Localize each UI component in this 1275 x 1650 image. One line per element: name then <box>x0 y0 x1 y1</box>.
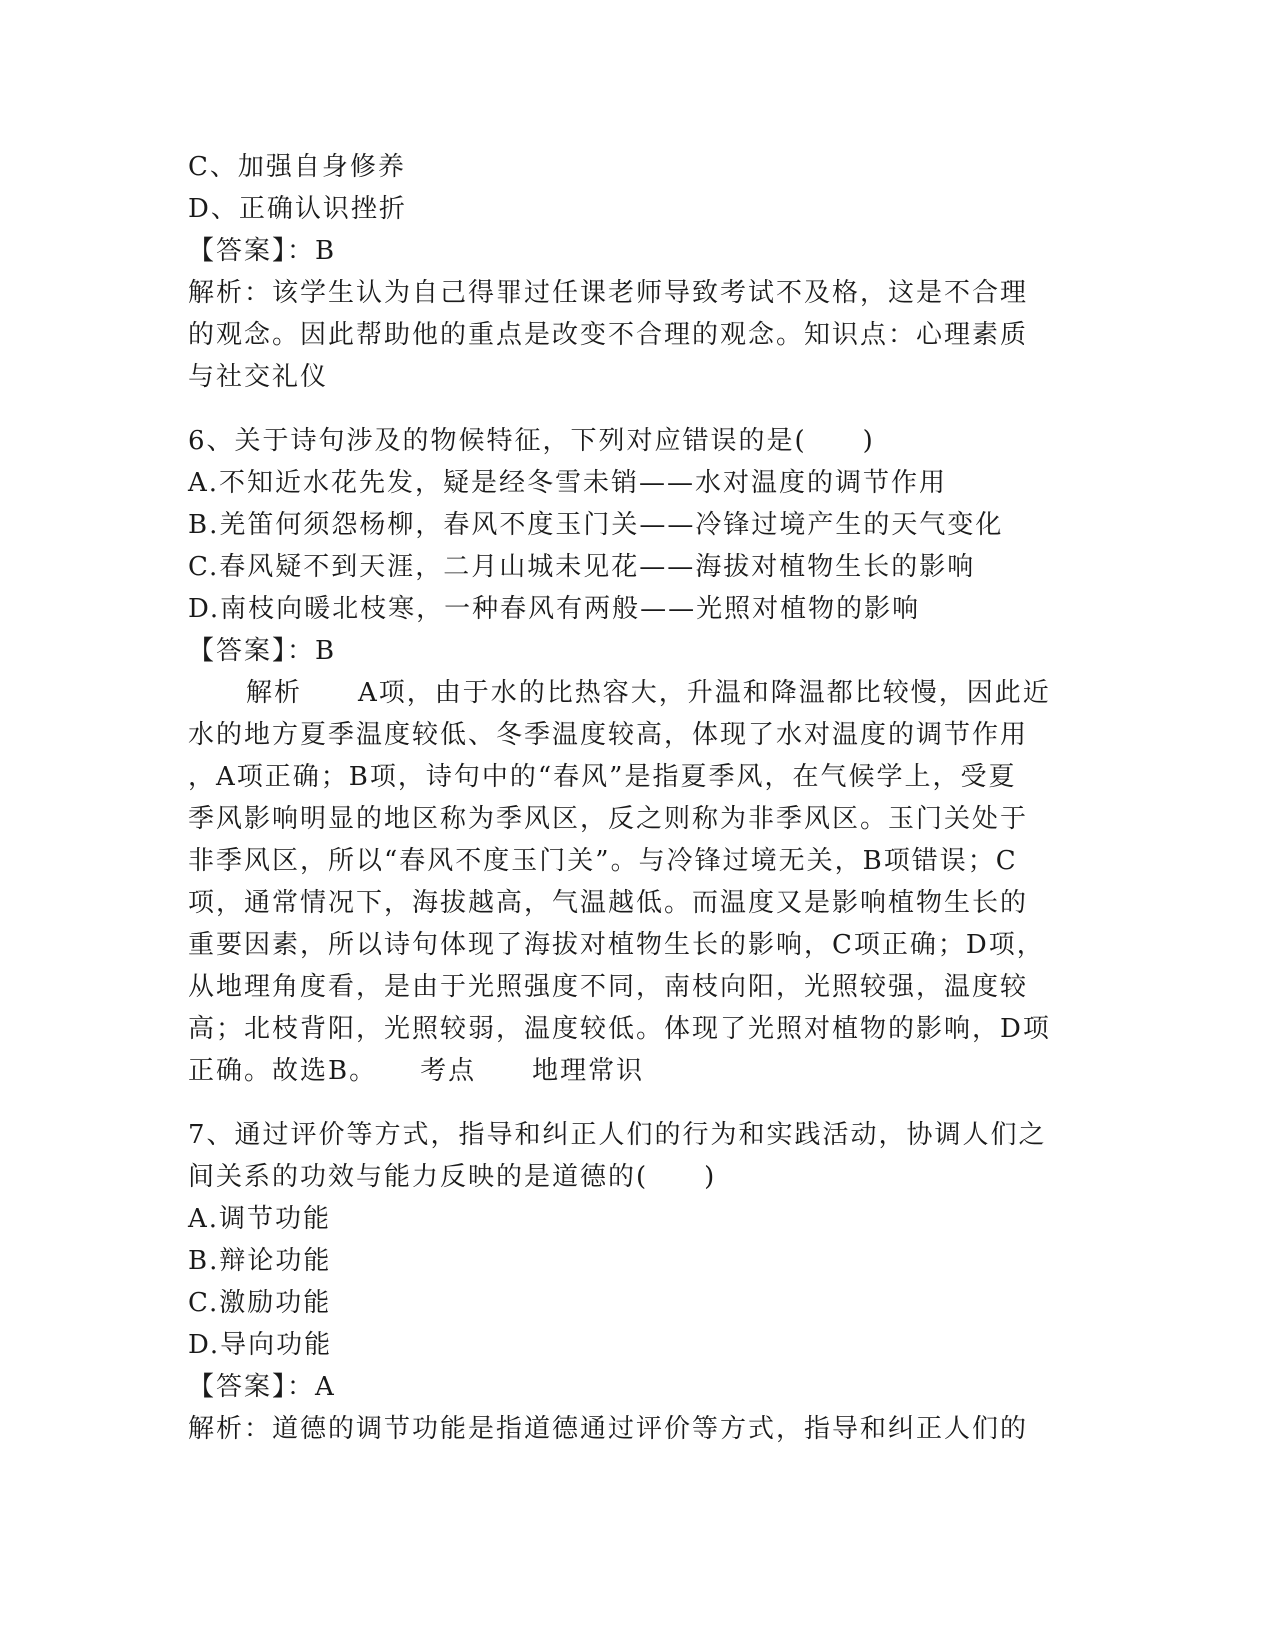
q6-analysis-line-10: 正确。故选B。 考点 地理常识 <box>188 1056 645 1086</box>
q5-answer: 【答案】：B <box>188 236 337 266</box>
q7-option-a: A.调节功能 <box>188 1204 332 1234</box>
q6-analysis-line-2: 水的地方夏季温度较低、冬季温度较高，体现了水对温度的调节作用 <box>188 720 1029 750</box>
q7-question-line-1: 7、通过评价等方式，指导和纠正人们的行为和实践活动，协调人们之 <box>188 1120 1047 1150</box>
question-6 <box>188 420 1088 1092</box>
q7-analysis-line-1: 解析：道德的调节功能是指道德通过评价等方式，指导和纠正人们的 <box>188 1414 1029 1444</box>
q7-option-d: D.导向功能 <box>188 1330 333 1360</box>
q5-option-c: C、加强自身修养 <box>188 152 406 182</box>
q6-option-c: C.春风疑不到天涯，二月山城未见花——海拔对植物生长的影响 <box>188 552 976 582</box>
q7-option-c: C.激励功能 <box>188 1288 332 1318</box>
q6-analysis-line-6: 项，通常情况下，海拔越高，气温越低。而温度又是影响植物生长的 <box>188 888 1029 918</box>
q7-option-b: B.辩论功能 <box>188 1246 332 1276</box>
q6-analysis-line-8: 从地理角度看，是由于光照强度不同，南枝向阳，光照较强，温度较 <box>188 972 1029 1002</box>
question-5 <box>188 146 1088 398</box>
q6-option-d: D.南枝向暖北枝寒，一种春风有两般——光照对植物的影响 <box>188 594 921 624</box>
q6-analysis-line-1: 解析 A项，由于水的比热容大，升温和降温都比较慢，因此近 <box>246 678 1051 708</box>
q6-option-b: B.羌笛何须怨杨柳，春风不度玉门关——冷锋过境产生的天气变化 <box>188 510 1004 540</box>
q6-analysis-line-5: 非季风区，所以“春风不度玉门关”。与冷锋过境无关，B项错误；C <box>188 846 1018 876</box>
question-7 <box>188 1114 1088 1450</box>
q7-answer: 【答案】：A <box>188 1372 336 1402</box>
q6-analysis-line-3: ，A项正确；B项，诗句中的“春风”是指夏季风，在气候学上，受夏 <box>188 762 1017 792</box>
q7-question-line-2: 间关系的功效与能力反映的是道德的( ) <box>188 1162 717 1192</box>
q6-option-a: A.不知近水花先发，疑是经冬雪未销——水对温度的调节作用 <box>188 468 948 498</box>
document-page <box>188 146 1088 1450</box>
q6-answer: 【答案】：B <box>188 636 337 666</box>
q6-analysis-line-4: 季风影响明显的地区称为季风区，反之则称为非季风区。玉门关处于 <box>188 804 1029 834</box>
q6-analysis-line-9: 高；北枝背阳，光照较弱，温度较低。体现了光照对植物的影响，D项 <box>188 1014 1051 1044</box>
q5-option-d: D、正确认识挫折 <box>188 194 407 224</box>
q6-question: 6、关于诗句涉及的物候特征，下列对应错误的是( ) <box>188 426 875 456</box>
q6-analysis-line-7: 重要因素，所以诗句体现了海拔对植物生长的影响，C项正确；D项， <box>188 930 1045 960</box>
q5-analysis-line-3: 与社交礼仪 <box>188 362 329 392</box>
q5-analysis-line-2: 的观念。因此帮助他的重点是改变不合理的观念。知识点：心理素质 <box>188 320 1029 350</box>
q5-analysis-line-1: 解析：该学生认为自己得罪过任课老师导致考试不及格，这是不合理 <box>188 278 1029 308</box>
